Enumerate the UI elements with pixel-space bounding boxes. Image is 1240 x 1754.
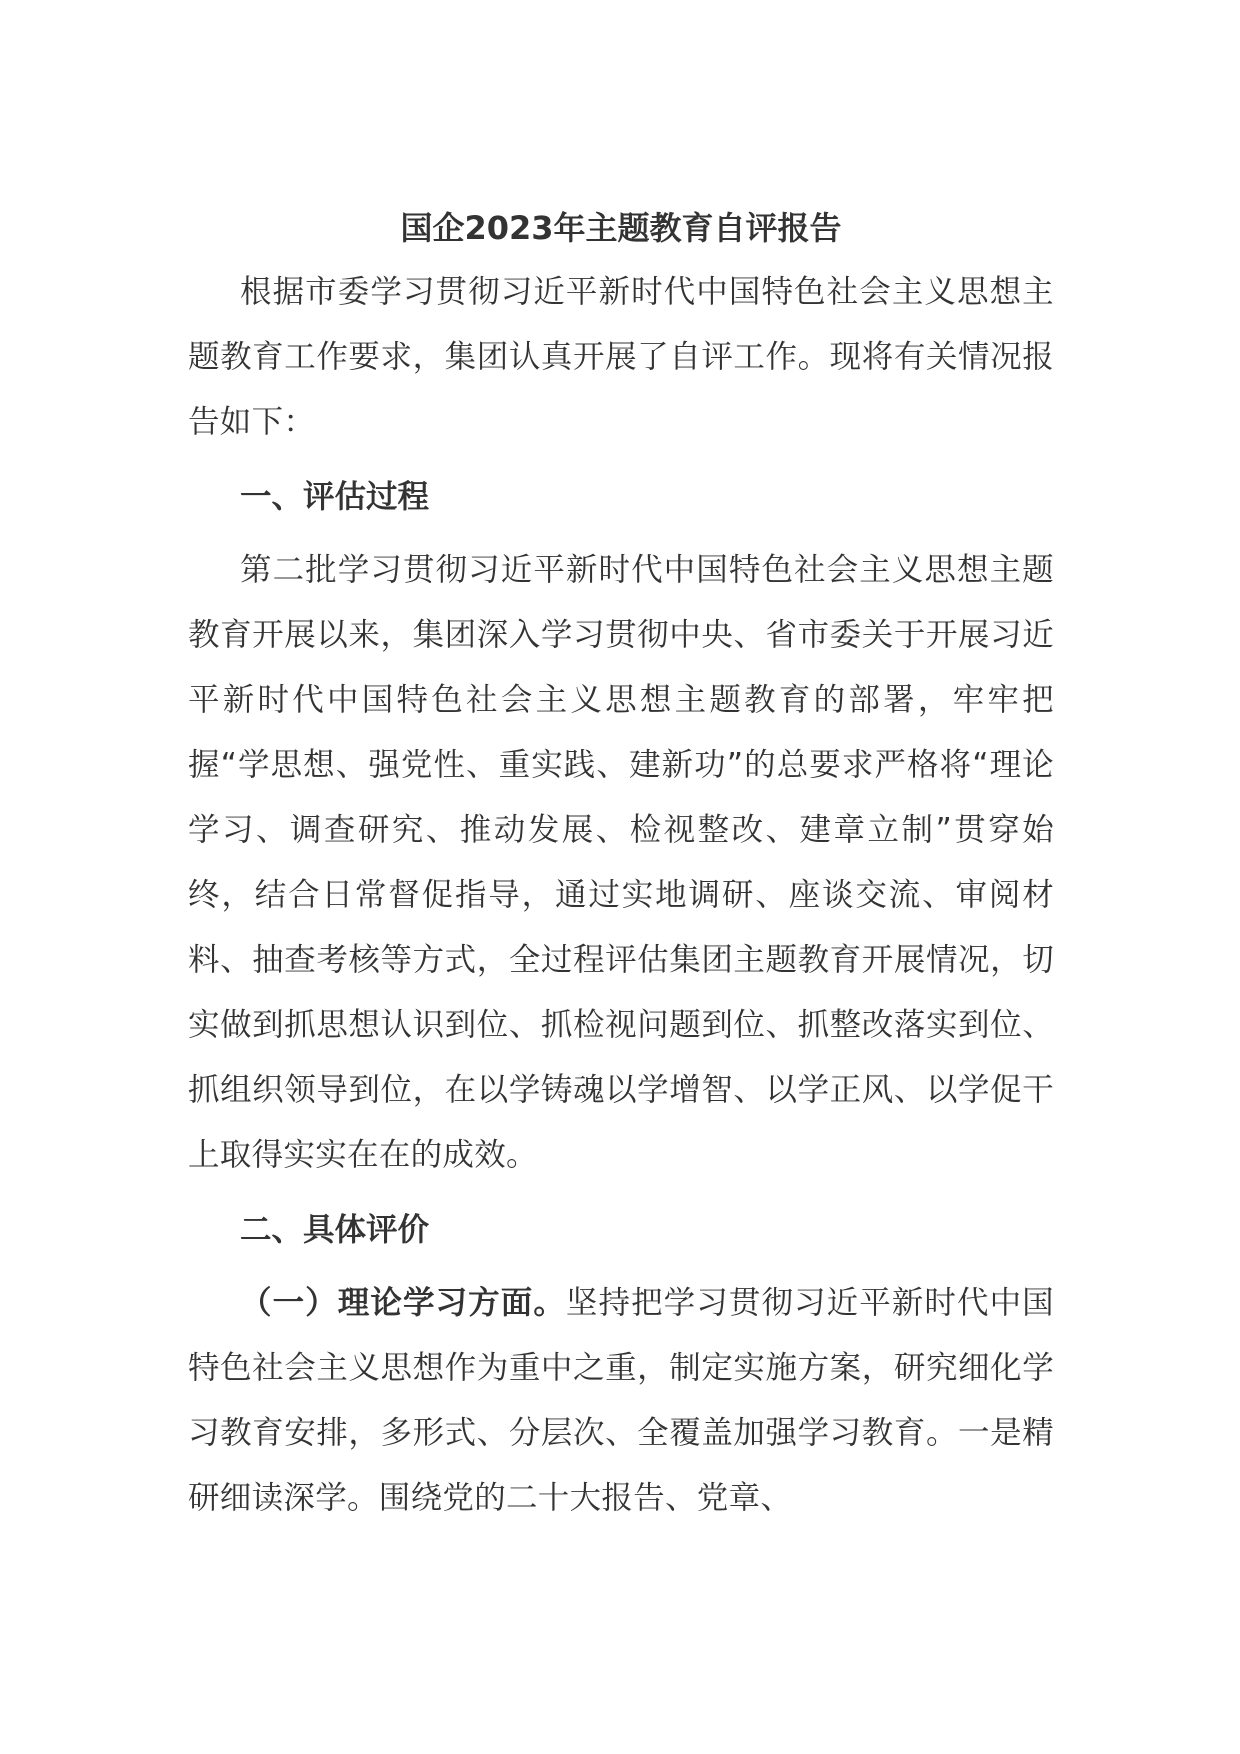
document-title: 国企2023年主题教育自评报告 <box>400 209 842 247</box>
intro-paragraph: 根据市委学习贯彻习近平新时代中国特色社会主义思想主题教育工作要求，集团认真开展了自评工作。现将有关情况报告如下： <box>188 274 1054 440</box>
theory-study-body: 坚持把学习贯彻习近平新时代中国特色社会主义思想作为重中之重，制定实施方案，研究细化学习教育安排，多形式、分层次、全覆盖加强学习教育。一是精研细读深学。围绕党的二十大报告、党章、 <box>188 1285 1054 1516</box>
theory-study-paragraph <box>188 1271 1054 1531</box>
theory-study-lead: （一）理论学习方面。 <box>240 1285 566 1321</box>
section-heading-evaluation-process: 一、评估过程 <box>240 479 430 515</box>
section-heading-specific-evaluation: 二、具体评价 <box>240 1212 430 1248</box>
document-page <box>188 200 1054 1531</box>
evaluation-process-paragraph: 第二批学习贯彻习近平新时代中国特色社会主义思想主题教育开展以来，集团深入学习贯彻中央、省市委关于开展习近平新时代中国特色社会主义思想主题教育的部署，牢牢把握“学思想、强党性、重实践、建新功”的总要求严格将“理论学习、调查研究、推动发展、检视整改、建章立制”贯穿始终，结合日常督促指导，通过实地调研、座谈交流、审阅材料、抽查考核等方式，全过程评估集团主题教育开展情况，切实做到抓思想认识到位、抓检视问题到位、抓整改落实到位、抓组织领导到位，在以学铸魂以学增智、以学正风、以学促干上取得实实在在的成效。 <box>188 552 1054 1173</box>
